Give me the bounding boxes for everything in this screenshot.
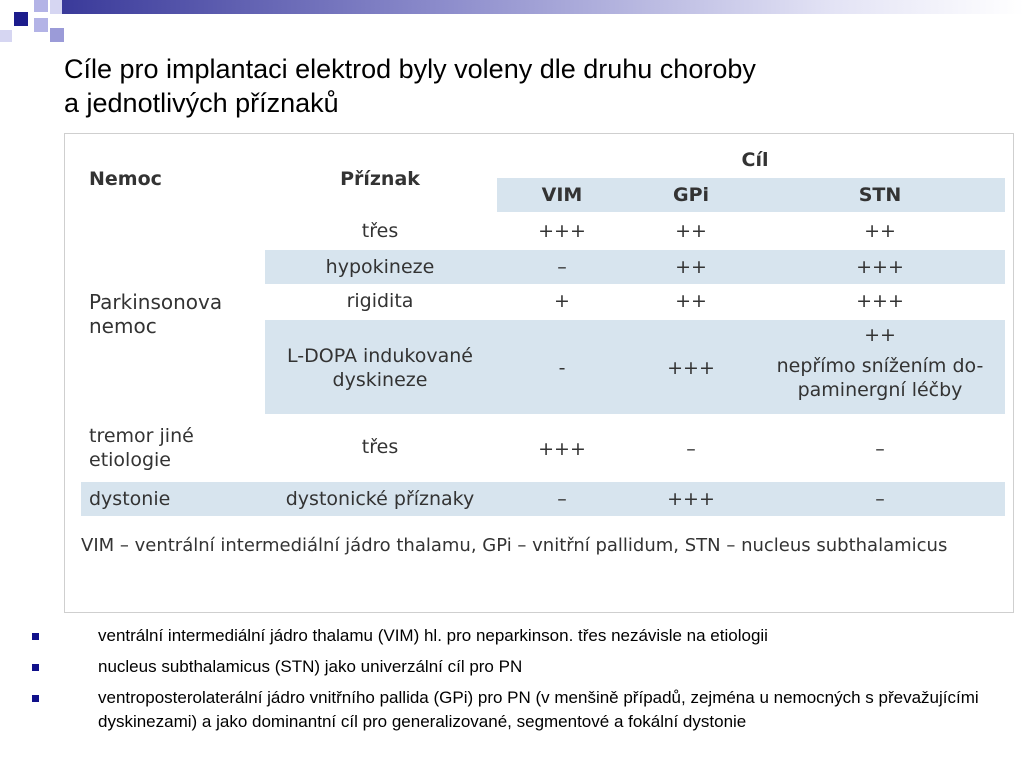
header-vim: VIM: [541, 184, 583, 206]
row-gpi: ++: [675, 256, 707, 278]
row-vim: +++: [538, 438, 586, 460]
row-gpi: +++: [667, 357, 715, 379]
decor-square: [50, 28, 64, 42]
title-line-2: a jednotlivých příznaků: [64, 88, 339, 118]
group-parkinson: Parkinsonova nemoc: [89, 290, 223, 338]
decor-square: [34, 0, 48, 12]
row-stn: +++: [856, 290, 904, 312]
row-vim: +: [554, 290, 570, 312]
bullet-list: [30, 624, 1010, 741]
row-symptom: rigidita: [346, 290, 414, 312]
bullet-square-icon: [32, 664, 39, 671]
target-table: [64, 133, 1014, 613]
row-symptom: L-DOPA indukované dyskineze: [287, 345, 473, 391]
row-gpi: ++: [675, 290, 707, 312]
row-symptom: třes: [361, 220, 399, 242]
row-stn: –: [875, 488, 885, 510]
bullet-text: ventrální intermediální jádro thalamu (VIM) hl. pro neparkinson. třes nezávisle na etiologii: [98, 626, 768, 645]
group-dystonia: dystonie: [89, 488, 171, 510]
row-vim: +++: [538, 220, 586, 242]
row-stn: nepřímo snížením do-paminergní léčby: [776, 355, 984, 401]
header-disease: Nemoc: [89, 168, 162, 190]
row-gpi: –: [686, 438, 696, 460]
decor-square: [0, 30, 12, 42]
header-stn: STN: [858, 184, 902, 206]
bullet-text: nucleus subthalamicus (STN) jako univerzální cíl pro PN: [98, 657, 523, 676]
top-gradient-bar: [62, 0, 1024, 14]
title-line-1: Cíle pro implantaci elektrod byly voleny dle druhu choroby: [64, 54, 756, 84]
row-stn: ++: [864, 220, 896, 242]
row-symptom: třes: [361, 436, 399, 458]
decor-square: [14, 12, 28, 26]
header-target: Cíl: [741, 149, 769, 171]
header-gpi: GPi: [672, 184, 710, 206]
slide-title: [64, 52, 1004, 120]
row-vim: –: [557, 488, 567, 510]
row-stn: +++: [856, 256, 904, 278]
decor-square: [34, 18, 48, 32]
row-stn: –: [875, 438, 885, 460]
bullet-square-icon: [32, 633, 39, 640]
row-gpi: ++: [675, 220, 707, 242]
header-symptom: Příznak: [340, 168, 420, 190]
bullet-text: ventroposterolaterální jádro vnitřního pallida (GPi) pro PN (v menšině případů, zejména u nemocných s převažujícími dyskinezami) a jako dominantní cíl pro generalizované, segmentové a fokální dystonie: [98, 688, 979, 731]
group-tremor-other: tremor jiné etiologie: [89, 425, 194, 471]
row-symptom: dystonické příznaky: [285, 488, 475, 510]
bullet-item: [30, 686, 1010, 734]
bullet-square-icon: [32, 695, 39, 702]
row-gpi: +++: [667, 488, 715, 510]
decor-square: [50, 0, 62, 14]
row-symptom: hypokineze: [325, 256, 435, 278]
row-vim: -: [558, 357, 566, 379]
bullet-item: [30, 624, 1010, 648]
row-stn-top: ++: [864, 324, 896, 346]
row-vim: –: [557, 256, 567, 278]
table-footnote: VIM – ventrální intermediální jádro thalamu, GPi – vnitřní pallidum, STN – nucleus subthalamicus: [81, 535, 948, 556]
bullet-item: [30, 655, 1010, 679]
